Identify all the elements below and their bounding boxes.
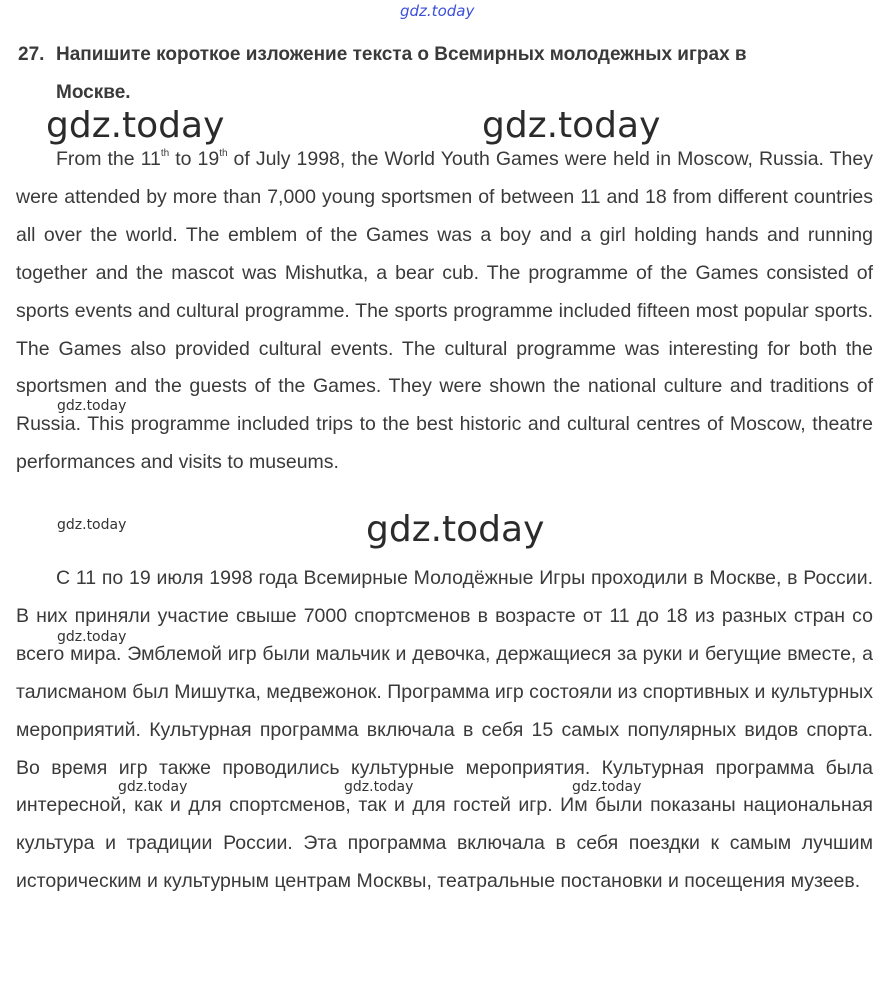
watermark-small: gdz.today — [344, 779, 414, 795]
date-end: to 19 — [169, 148, 220, 170]
task-title-line1: Напишите короткое изложение текста о Всемирных молодежных играх в — [56, 44, 747, 65]
watermark-small: gdz.today — [118, 779, 188, 795]
ordinal-suffix: th — [219, 148, 228, 159]
watermark-small: gdz.today — [57, 629, 127, 645]
watermark-small: gdz.today — [57, 517, 127, 533]
russian-paragraph: С 11 по 19 июля 1998 года Всемирные Молодёжные Игры проходили в Москве, в России. В них приняли участие свыше 7000 спортсменов в возрасте от 11 до 18 из разных стран со всего мира. Эмблемой игр были мальчик и девочка, держащиеся за руки и бегущие вместе, а талисманом был Мишутка, медвежонок. Программа игр состояли из спортивных и культурных мероприятий. Культурная программа включала в себя 15 самых популярных видов спорта. Во время игр также проводились культурные мероприятия. Культурная программа была интересной, как и для спортсменов, так и для гостей игр. Им были показаны национальная культура и традиции России. Эта программа включала в себя поездки к самым лучшим историческим и культурным центрам Москвы, театральные постановки и посещения музеев. — [16, 567, 873, 893]
russian-summary — [16, 560, 873, 901]
watermark-small: gdz.today — [57, 398, 127, 414]
task-number: 27. — [18, 44, 45, 65]
english-summary — [16, 141, 873, 482]
watermark-top: gdz.today — [400, 2, 475, 20]
watermark-big: gdz.today — [366, 509, 545, 550]
task-heading — [18, 36, 873, 112]
task-title-line2: Москве. — [56, 82, 131, 103]
watermark-small: gdz.today — [572, 779, 642, 795]
english-body: of July 1998, the World Youth Games were held in Moscow, Russia. They were attended by more than 7,000 young sportsmen of between 11 and 18 from different countries all over the world. The emblem of the Games was a boy and a girl holding hands and running together and the mascot was Mishutka, a bear cub. The programme of the Games consisted of sports events and cultural programme. The sports programme included fifteen most popular sports. The Games also provided cultural events. The cultural programme was interesting for both the sportsmen and the guests of the Games. They were shown the national culture and traditions of Russia. This programme included trips to the best historic and cultural centres of Moscow, theatre performances and visits to museums. — [16, 148, 873, 474]
watermark-big: gdz.today — [46, 105, 225, 146]
english-paragraph — [16, 141, 873, 482]
ordinal-suffix: th — [160, 148, 170, 159]
watermark-big: gdz.today — [482, 105, 661, 146]
date-start: From the 11 — [56, 148, 161, 170]
